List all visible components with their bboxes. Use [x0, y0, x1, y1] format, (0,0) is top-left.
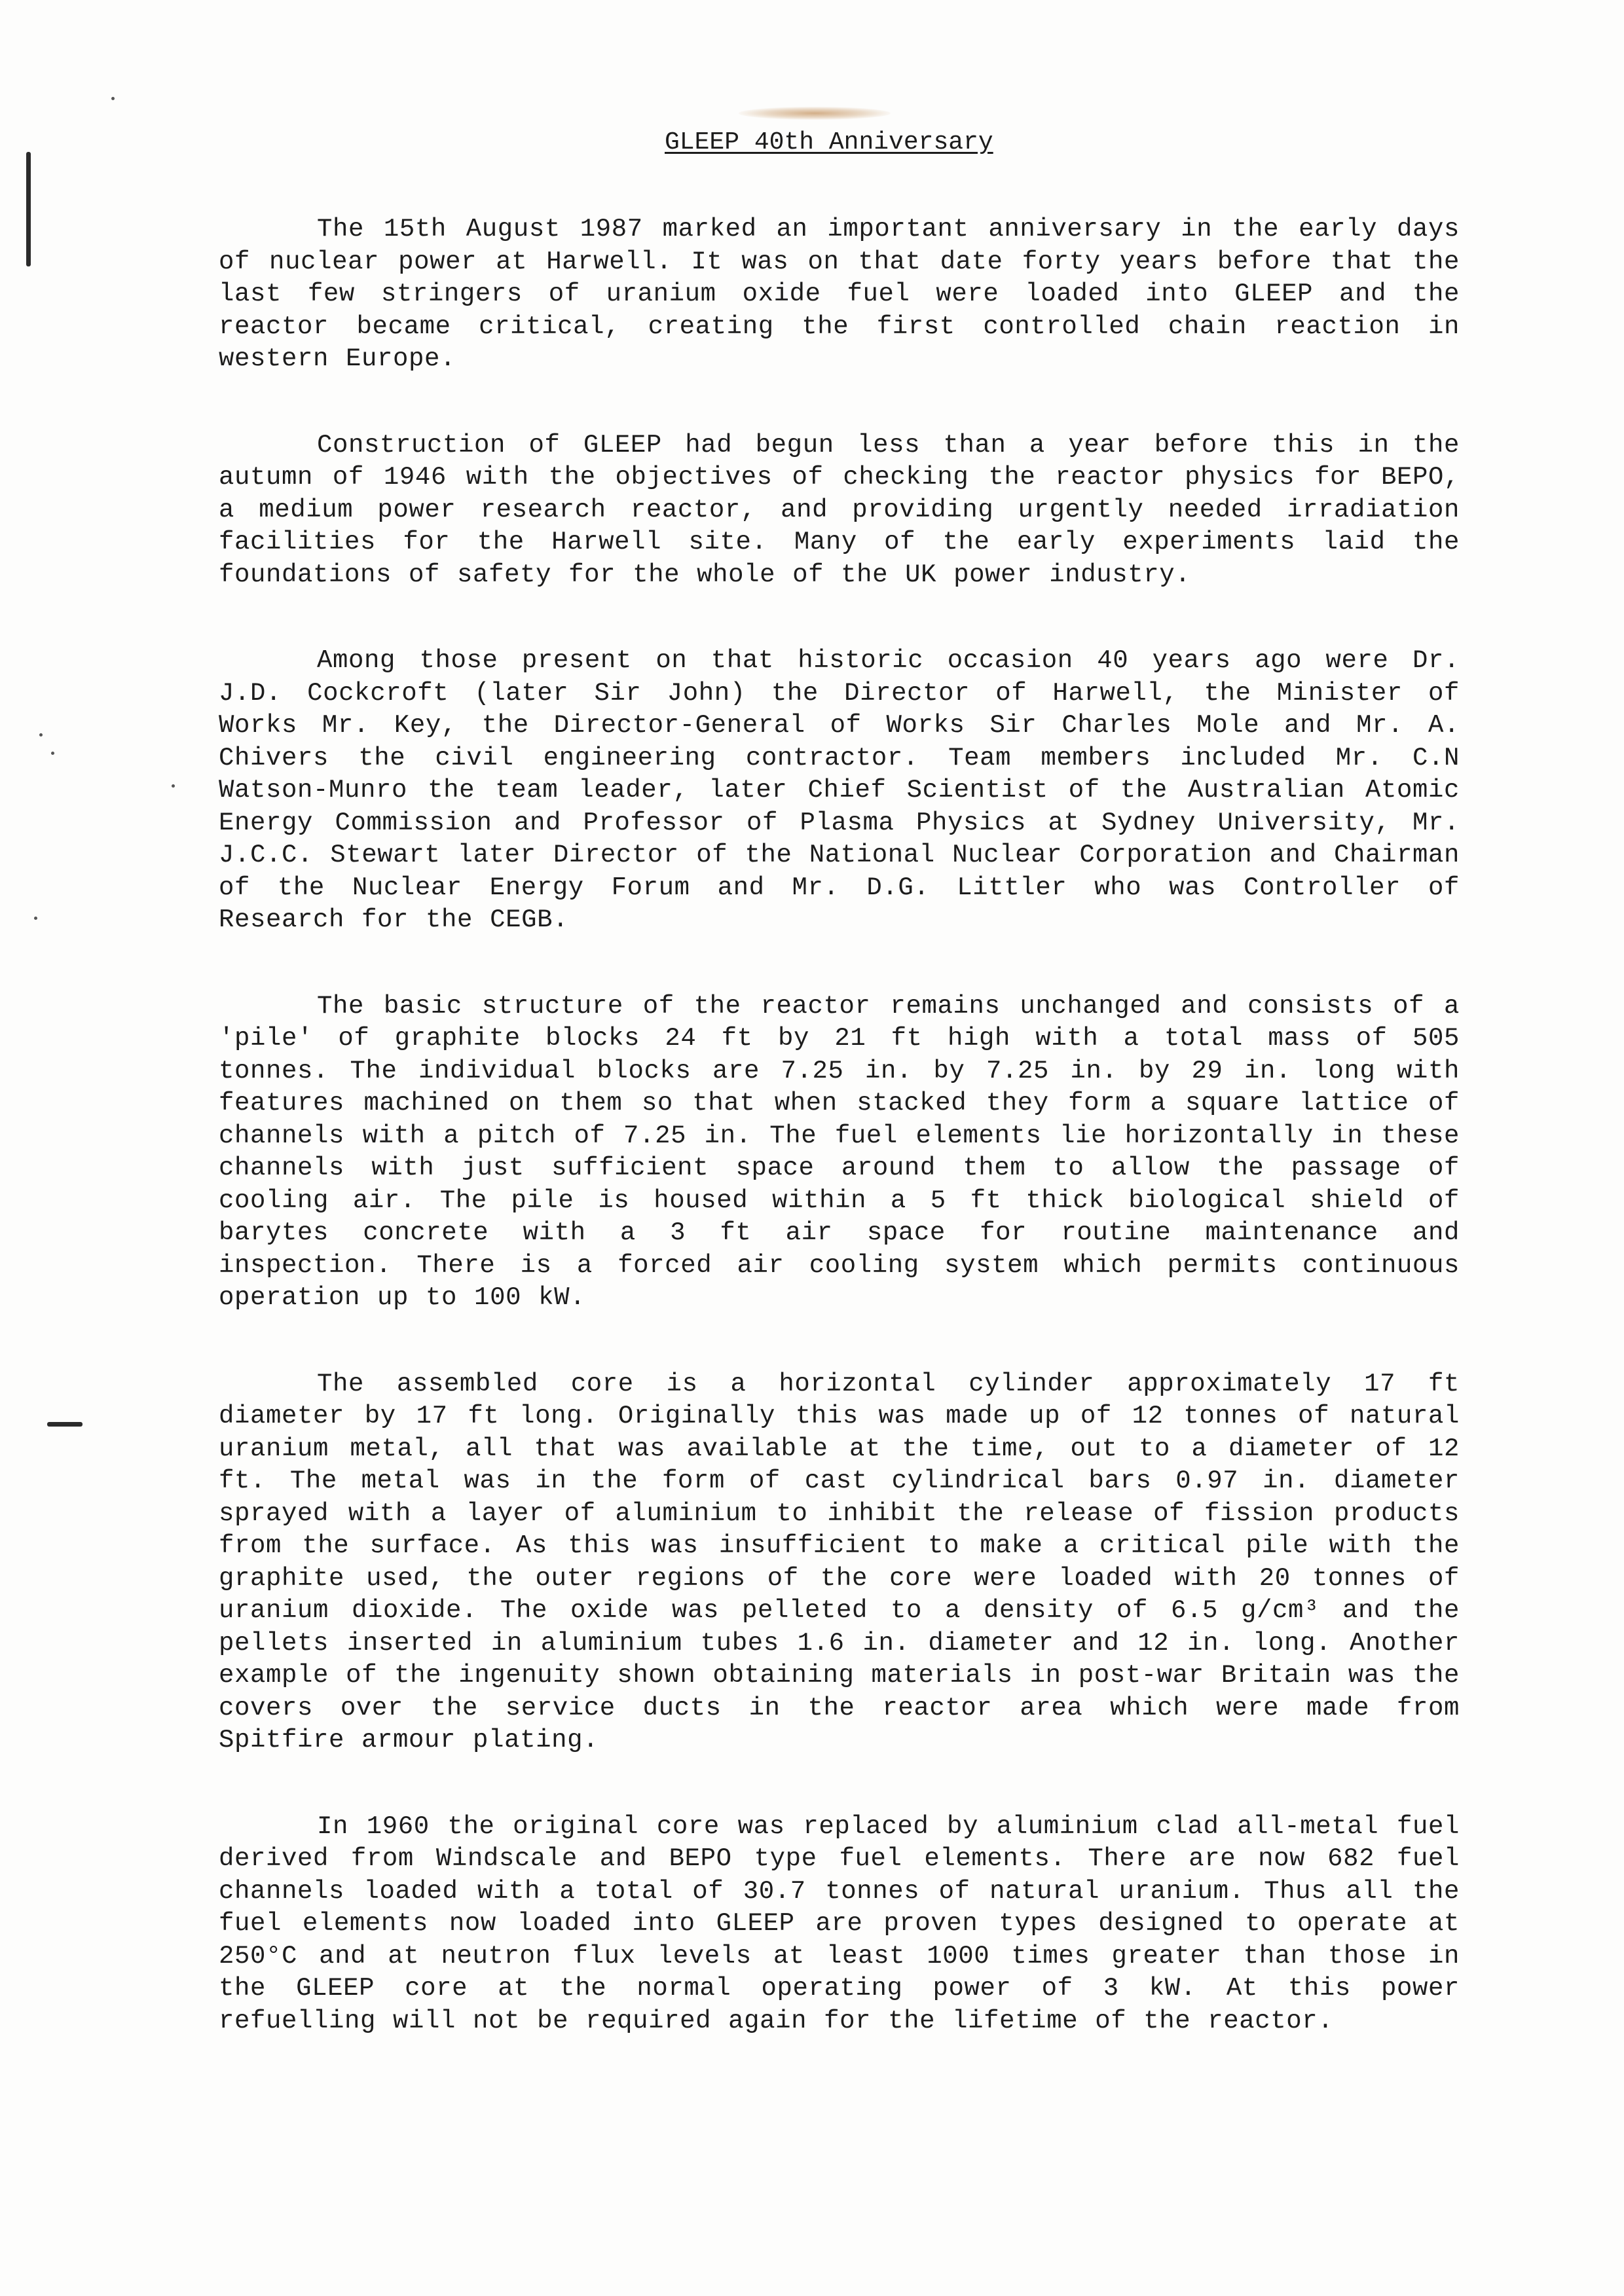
- scan-speck: [34, 917, 37, 920]
- scan-speck: [39, 733, 43, 737]
- document-title: GLEEP 40th Anniversary: [665, 128, 993, 156]
- paragraph-construction: Construction of GLEEP had begun less than a year before this in the autumn of 1946 with the objectives of checking the reactor physics for BEPO, a medium power research reactor, and providing urgently needed irradiation facilities for the Harwell site. Many of the early experiments laid the foundations of safety for the whole of the UK power industry.: [219, 430, 1460, 589]
- scan-margin-mark: [26, 152, 31, 266]
- paragraph-refuelling: In 1960 the original core was replaced by aluminium clad all-metal fuel derived from Windscale and BEPO type fuel elements. There are now 682 fuel channels loaded with a total of 30.7 tonnes of natural uranium. Thus all the fuel elements now loaded into GLEEP are proven types designed to operate at 250°C and at neutron flux levels at least 1000 times greater than those in the GLEEP core at the normal operating power of 3 kW. At this power refuelling will not be required again for the lifetime of the reactor.: [219, 1812, 1460, 2035]
- paragraph-attendees: Among those present on that historic occasion 40 years ago were Dr. J.D. Cockcroft (later Sir John) the Director of Harwell, the Minister of Works Mr. Key, the Director-General of Works Sir Charles Mole and Mr. A. Chivers the civil engineering contractor. Team members included Mr. C.N Watson-Munro the team leader, later Chief Scientist of the Australian Atomic Energy Commission and Professor of Plasma Physics at Sydney University, Mr. J.C.C. Stewart later Director of the National Nuclear Corporation and Chairman of the Nuclear Energy Forum and Mr. D.G. Littler who was Controller of Research for the CEGB.: [219, 646, 1460, 934]
- scan-speck: [172, 784, 175, 788]
- scan-speck: [111, 97, 115, 100]
- paragraph-structure: The basic structure of the reactor remains unchanged and consists of a 'pile' of graphite blocks 24 ft by 21 ft high with a total mass of 505 tonnes. The individual blocks are 7.25 in. by 7.25 in. by 29 in. long with features machined on them so that when stacked they form a square lattice of channels with a pitch of 7.25 in. The fuel elements lie horizontally in these channels with just sufficient space around them to allow the passage of cooling air. The pile is housed within a 5 ft thick biological shield of barytes concrete with a 3 ft air space for routine maintenance and inspection. There is a forced air cooling system which permits continuous operation up to 100 kW.: [219, 991, 1460, 1312]
- scan-side-mark: [47, 1422, 83, 1427]
- paper-stain: [739, 107, 891, 120]
- paragraph-core: The assembled core is a horizontal cylinder approximately 17 ft diameter by 17 ft long. Originally this was made up of 12 tonnes of natural uranium metal, all that was available at the time, out to a diameter of 12 ft. The metal was in the form of cast cylindrical bars 0.97 in. diameter sprayed with a layer of aluminium to inhibit the release of fission products from the surface. As this was insufficient to make a critical pile with the graphite used, the outer regions of the core were loaded with 20 tonnes of uranium dioxide. The oxide was pelleted to a density of 6.5 g/cm³ and the pellets inserted in aluminium tubes 1.6 in. diameter and 12 in. long. Another example of the ingenuity shown obtaining materials in post-war Britain was the covers over the service ducts in the reactor area which were made from Spitfire armour plating.: [219, 1369, 1460, 1755]
- scan-speck: [51, 752, 54, 755]
- paragraph-anniversary: The 15th August 1987 marked an important anniversary in the early days of nuclear power at Harwell. It was on that date forty years before that the last few stringers of uranium oxide fuel were loaded into GLEEP and the reactor became critical, creating the first controlled chain reaction in western Europe.: [219, 215, 1460, 373]
- document-body: [219, 213, 1460, 2037]
